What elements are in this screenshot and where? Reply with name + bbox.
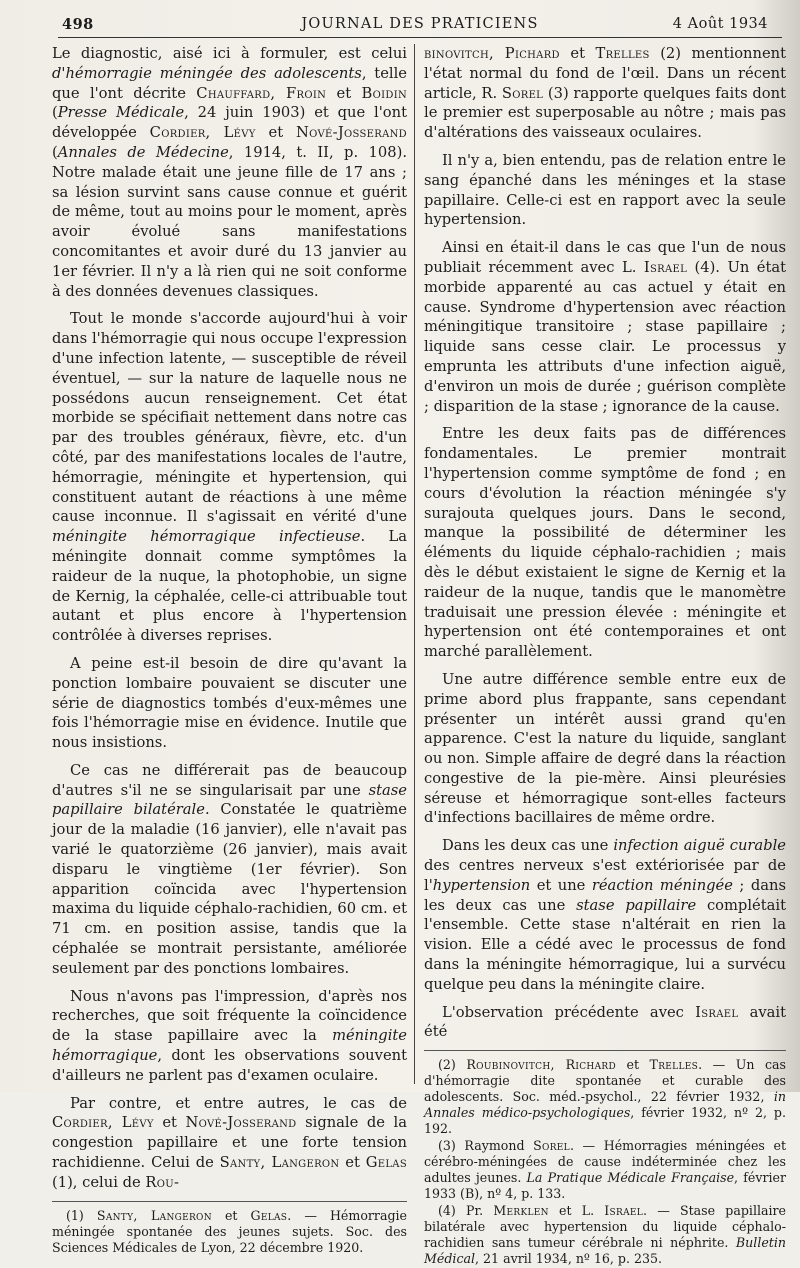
footnotes-right	[424, 1057, 786, 1267]
paragraph-infection: Tout le monde s'accorde aujourd'hui à voir dans l'hémorragie qui nous occupe l'expression d'une infection latente, — susceptible de réveil éventuel, — sur la nature de laquelle nous ne possédons aucun renseignement. Cet état morbide se spécifiait nettement dans notre cas par des troubles généraux, fièvre, etc. d'un côté, par des manifestations locales de l'autre, hémorragie, méningite et hypertension, qui constituent autant de réactions à une même cause inconnue. Il s'agissait en vérité d'une méningite hémorragique infectieuse. La méningite donnait comme symptômes la raideur de la nuque, la photophobie, un signe de Kernig, la céphalée, celle-ci attribuable tout autant et plus encore à l'hypertension contrôlée à diverses reprises.	[52, 310, 407, 645]
journal-title: JOURNAL DES PRATICIENS	[301, 16, 539, 32]
paragraph-israel-case: Ainsi en était-il dans le cas que l'un de nous publiait récemment avec L. Israel (4). Un état morbide apparenté au cas actuel y était en cause. Syndrome d'hypertension avec réaction méningitique transitoire ; stase papillaire ; liquide sans cesse clair. Le processus y emprunta les attributs d'une infection aiguë, d'environ un mois de durée ; guérison complète ; disparition de la stase ; ignorance de la cause.	[424, 239, 787, 415]
right-column	[424, 44, 786, 1268]
paragraph-fond-oeil: binovitch, Pichard et Trelles (2) mentionnent l'état normal du fond de l'œil. Dans un récent article, R. Sorel (3) rapporte quelques faits dont le premier est superposable au nôtre ; mais pas d'altérations des vaisseaux oculaires.	[424, 45, 787, 142]
paragraph-cases: Par contre, et entre autres, le cas de Cordier, Lévy et Nové-Josserand signale de la congestion papillaire et une forte tension rachidienne. Celui de Santy, Langeron et Gelas (1), celui de Rou-	[52, 1094, 407, 1191]
paragraph-relation: Il n'y a, bien entendu, pas de relation entre le sang épanché dans les méninges et la stase papillaire. Celle-ci est en rapport avec la seule hypertension.	[424, 151, 786, 229]
header-rule	[58, 37, 782, 38]
paragraph-differences: Entre les deux faits pas de différences fondamentales. Le premier montrait l'hypertension comme symptôme de fond ; en cours d'évolution la réaction méningée s'y surajouta quelques jours. Dans le second, manque la possibilité de déterminer les éléments du liquide céphalo-rachidien ; mais dès le début existaient le signe de Kernig et la raideur de la nuque, tandis que le manomètre traduisait une pression élevée : méningite et hypertension ont été contemporaines et ont marché parallèlement.	[424, 425, 786, 661]
column-divider	[414, 44, 415, 1084]
paragraph-observation: L'observation précédente avec Israel avait été	[424, 1003, 786, 1041]
footnote-rule	[52, 1201, 407, 1202]
footnote-2: (2) Roubinovitch, Richard et Trelles. — Un cas d'hémorragie dite spontanée et curable des adolescents. Soc. méd.-psychol., 22 février 1932, in Annales médico-psychologiques, février 1932, nº 2, p. 192.	[424, 1057, 786, 1137]
page-number: 498	[62, 16, 94, 33]
paragraph-ponction: A peine est-il besoin de dire qu'avant la ponction lombaire pouvaient se discuter une série de diagnostics tombés d'eux-mêmes une fois l'hémorragie mise en évidence. Inutile que nous insistions.	[52, 654, 407, 752]
running-header	[58, 14, 782, 36]
paragraph-coincidence: Nous n'avons pas l'impression, d'après nos recherches, que soit fréquente la coïncidence de la stase papillaire avec la méningite hémorragique, dont les observations souvent d'ailleurs ne parlent pas d'examen oculaire.	[52, 987, 407, 1084]
paragraph-stase: Ce cas ne différerait pas de beaucoup d'autres s'il ne se singularisait par une stase papillaire bilatérale. Constatée le quatrième jour de la maladie (16 janvier), elle n'avait pas varié le quatorzième (26 janvier), mais avait disparu le vingtième (1er février). Son apparition coïncida avec l'hypertension maxima du liquide céphalo-rachidien, 60 cm. et 71 cm. en position assise, tandis que la céphalée se montrait persistante, améliorée seulement par des ponctions lombaires.	[52, 761, 408, 977]
footnote-1: (1) Santy, Langeron et Gelas. — Hémorragie méningée spontanée des jeunes sujets. Soc. des Sciences Médicales de Lyon, 22 décembre 1920.	[52, 1207, 408, 1255]
footnote-rule	[424, 1050, 786, 1051]
left-column	[52, 44, 407, 1257]
footnotes-left	[52, 1208, 407, 1256]
paragraph-diagnostic: Le diagnostic, aisé ici à formuler, est celui d'hémorragie méningée des adolescents, telle que l'ont décrite Chauffard, Froin et Boidin (Presse Médicale, 24 juin 1903) et que l'ont développée Cordier, Lévy et Nové-Josserand (Annales de Médecine, 1914, t. II, p. 108). Notre malade était une jeune fille de 17 ans ; sa lésion survint sans cause connue et guérit de même, tout au moins pour le moment, après avoir évolué sans manifestations concomitantes et avoir duré du 13 janvier au 1er février. Il n'y a là rien qui ne soit conforme à des données devenues classiques.	[52, 45, 407, 300]
footnote-3: (3) Raymond Sorel. — Hémorragies méningées et cérébro-méningées de cause indéterminée chez les adultes jeunes. La Pratique Médicale Française, février 1933 (B), nº 4, p. 133.	[424, 1138, 786, 1202]
paragraph-autre-difference: Une autre différence semble entre eux de prime abord plus frappante, sans cependant présenter un intérêt aussi grand qu'en apparence. C'est la nature du liquide, sanglant ou non. Simple affaire de degré dans la réaction congestive de la pie-mère. Ainsi pleurésies séreuse et hémorragique sont-elles facteurs d'infections bacillaires de même ordre.	[424, 670, 786, 827]
paragraph-deux-cas: Dans les deux cas une infection aiguë curable des centres nerveux s'est extériorisée par de l'hypertension et une réaction méningée ; dans les deux cas une stase papillaire complétait l'ensemble. Cette stase n'altérait en rien la vision. Elle a cédé avec le processus de fond dans la méningite hémorragique, lui a survécu quelque peu dans la méningite claire.	[424, 837, 786, 993]
issue-date: 4 Août 1934	[672, 16, 768, 32]
footnote-4: (4) Pr. Merklen et L. Israel. — Stase papillaire bilatérale avec hypertension du liquide céphalo-rachidien sans tumeur cérébrale ni néphrite. Bulletin Médical, 21 avril 1934, nº 16, p. 235.	[424, 1203, 787, 1267]
